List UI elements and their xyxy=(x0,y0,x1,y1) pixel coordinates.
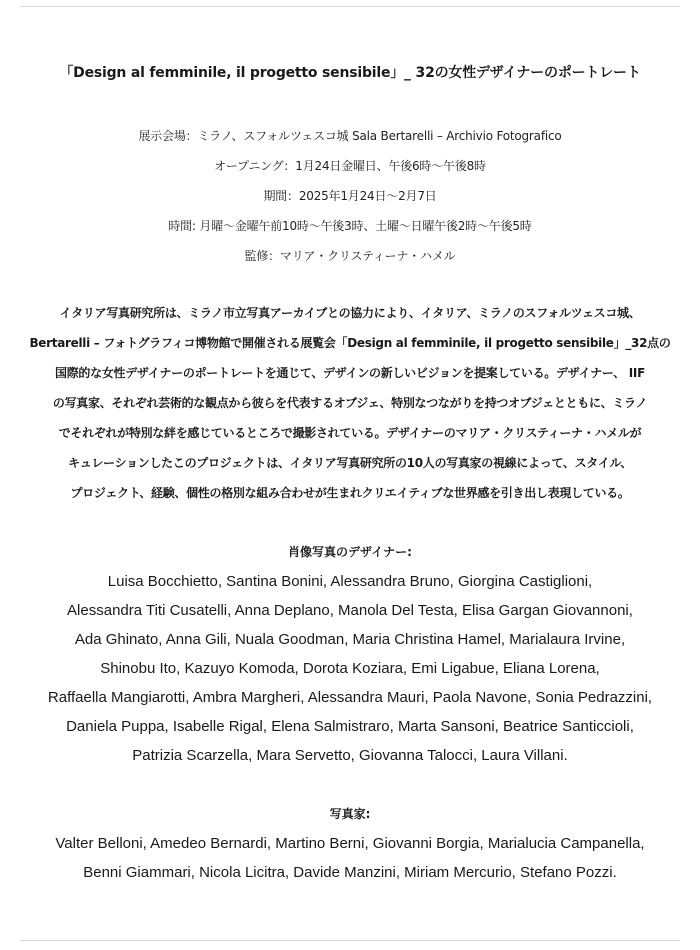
page-title: 「Design al femminile, il progetto sensibile」_ 32の女性デザイナーのポートレート xyxy=(59,65,641,81)
designers-list xyxy=(20,567,680,770)
bottom-divider xyxy=(20,940,680,941)
description-line: でそれぞれが特別な絆を感じているところで撮影されている。デザイナーのマリア・クリスティーナ・ハメルが xyxy=(58,426,642,440)
designers-heading: 肖像写真のデザイナー: xyxy=(288,545,412,559)
designer-names-line: Shinobu Ito, Kazuyo Komoda, Dorota Koziara, Emi Ligabue, Eliana Lorena, xyxy=(100,660,600,677)
designer-names-line: Ada Ghinato, Anna Gili, Nuala Goodman, Maria Christina Hamel, Marialaura Irvine, xyxy=(74,631,626,648)
photographers-heading: 写真家: xyxy=(329,807,371,821)
designer-names-line: Luisa Bocchietto, Santina Bonini, Alessandra Bruno, Giorgina Castiglioni, xyxy=(107,573,593,590)
top-divider xyxy=(20,6,680,7)
photographer-names-line: Valter Belloni, Amedeo Bernardi, Martino Berni, Giovanni Borgia, Marialucia Campanella, xyxy=(55,835,645,852)
description-line: イタリア写真研究所は、ミラノ市立写真アーカイブとの協力により、イタリア、ミラノのスフォルツェスコ城、 xyxy=(59,306,641,320)
opening-line: オープニング：1月24日金曜日、午後6時〜午後8時 xyxy=(214,159,486,173)
description-line: の写真家、それぞれ芸術的な観点から彼らを代表するオブジェ、特別なつながりを持つオブジェとともに、ミラノ xyxy=(52,396,648,410)
period-line: 期間：2025年1月24日〜2月7日 xyxy=(263,189,437,203)
designer-names-line: Alessandra Titi Cusatelli, Anna Deplano, Manola Del Testa, Elisa Gargan Giovannoni, xyxy=(67,602,633,619)
photographers-list xyxy=(20,829,680,887)
designer-names-line: Raffaella Mangiarotti, Ambra Margheri, Alessandra Mauri, Paola Navone, Sonia Pedrazzini, xyxy=(47,689,653,706)
designer-names-line: Daniela Puppa, Isabelle Rigal, Elena Salmistraro, Marta Sansoni, Beatrice Santiccioli, xyxy=(66,718,634,735)
exhibition-info xyxy=(20,121,680,271)
curator-line: 監修：マリア・クリスティーナ・ハメル xyxy=(244,249,456,263)
description-line: プロジェクト、経験、個性の格別な組み合わせが生まれクリエイティブな世界感を引き出し表現している。 xyxy=(70,486,630,500)
hours-line: 時間: 月曜〜金曜午前10時〜午後3時、土曜〜日曜午後2時〜午後5時 xyxy=(168,219,532,233)
description-line: 国際的な女性デザイナーのポートレートを通じて、デザインの新しいビジョンを提案している。デザイナー、 IIF xyxy=(55,366,645,380)
photographer-names-line: Benni Giammari, Nicola Licitra, Davide Manzini, Miriam Mercurio, Stefano Pozzi. xyxy=(83,864,617,881)
description-line: Bertarelli – フォトグラフィコ博物館で開催される展覧会「Design al femminile, il progetto sensibile」_32点の xyxy=(29,336,671,350)
exhibition-description xyxy=(24,298,676,508)
description-line: キュレーションしたこのプロジェクトは、イタリア写真研究所の10人の写真家の視線によって、スタイル、 xyxy=(68,456,632,470)
venue-line: 展示会場：ミラノ、スフォルツェスコ城 Sala Bertarelli – Archivio Fotografico xyxy=(138,129,562,143)
designer-names-line: Patrizia Scarzella, Mara Servetto, Giovanna Talocci, Laura Villani. xyxy=(132,747,568,764)
